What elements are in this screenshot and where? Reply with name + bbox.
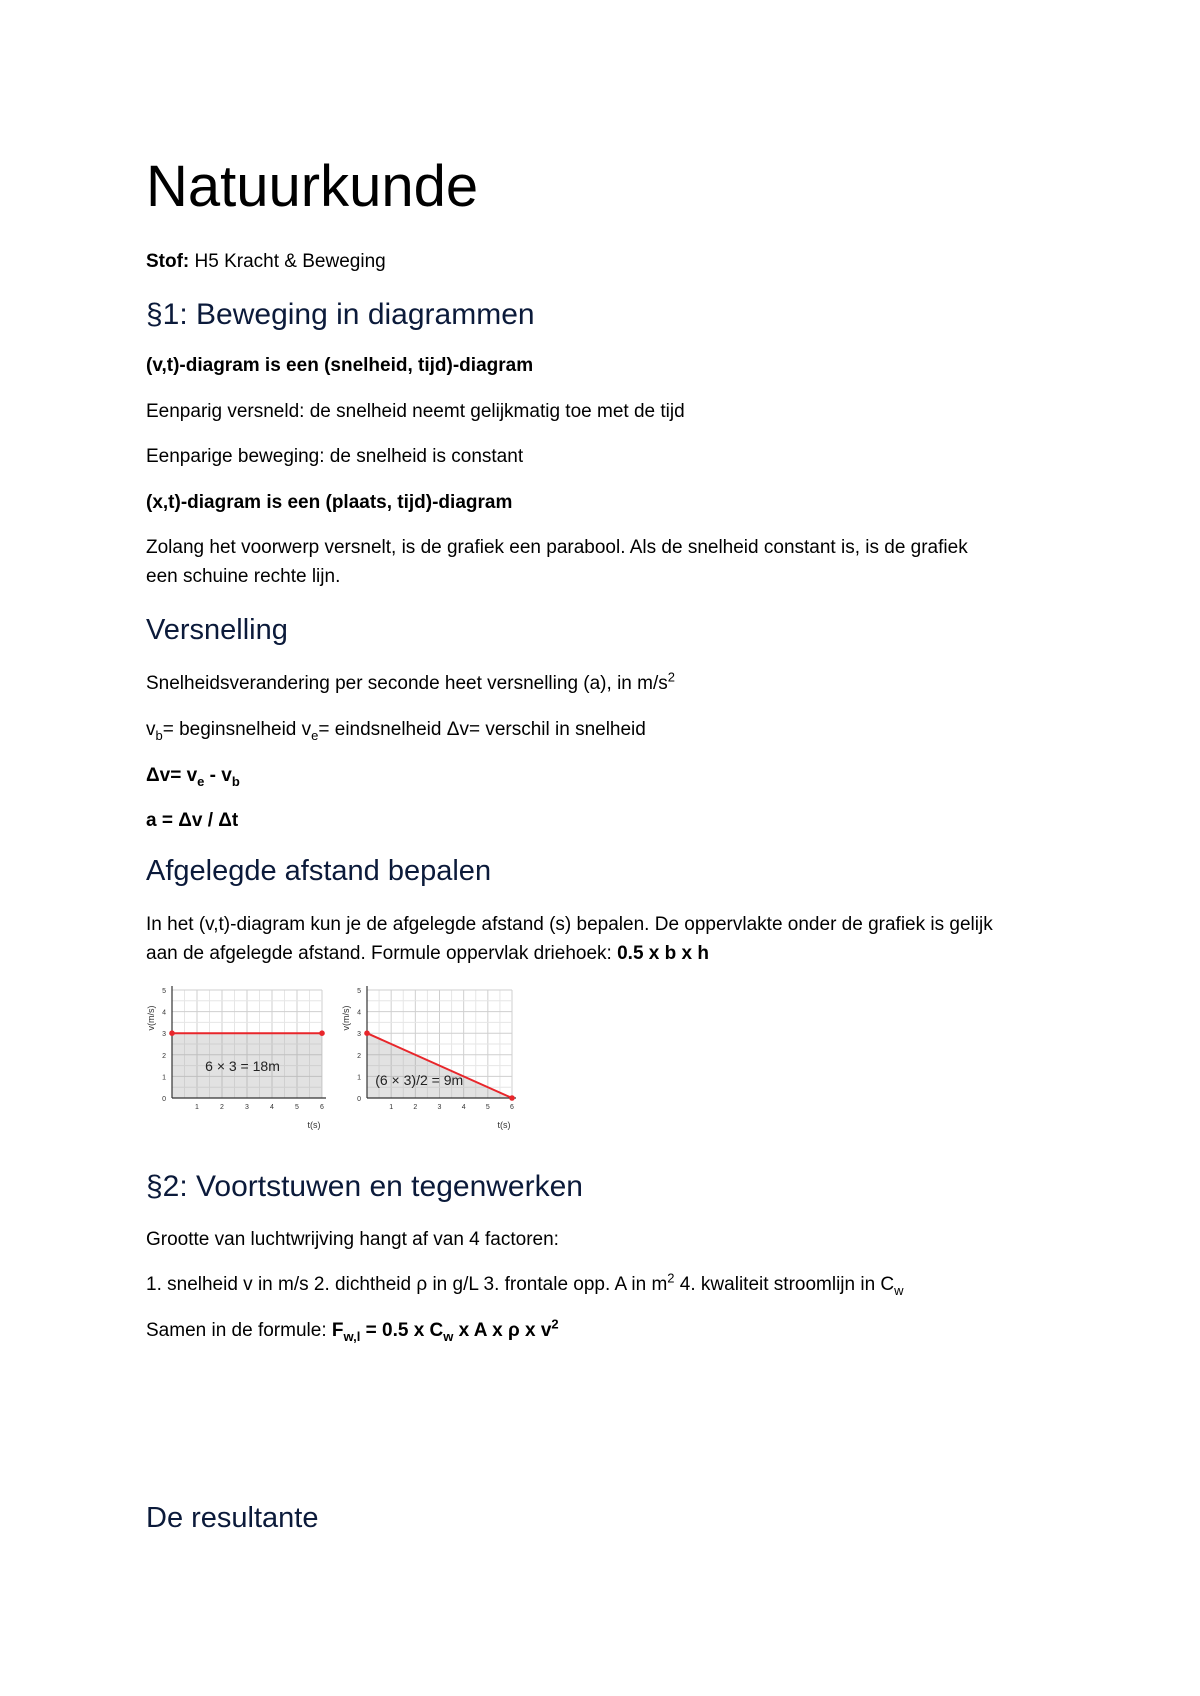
x-tick-label: 2 (220, 1104, 224, 1111)
ve-symbol: v (301, 719, 312, 740)
variables-line (146, 716, 646, 744)
drag-f-symbol: F (331, 1320, 344, 1341)
vb-subscript: b (155, 727, 163, 743)
triangle-area-formula: 0.5 x b x h (617, 943, 709, 964)
delta-v-formula (146, 762, 240, 790)
x-tick-label: 5 (295, 1104, 299, 1111)
factors-text-2: 4. kwaliteit stroomlijn in C (674, 1274, 895, 1295)
y-tick-label: 0 (357, 1096, 361, 1103)
y-tick-label: 3 (357, 1031, 361, 1039)
y-tick-label: 2 (162, 1052, 166, 1060)
y-tick-label: 5 (162, 988, 166, 995)
y-tick-label: 4 (162, 1009, 166, 1017)
factors-line (146, 1271, 904, 1299)
drag-c-subscript: w (443, 1328, 454, 1344)
vt-chart-decreasing (340, 980, 520, 1140)
drag-formula-superscript: 2 (551, 1316, 559, 1332)
section1-heading: §1: Beweging in diagrammen (146, 298, 535, 331)
afstand-heading: Afgelegde afstand bepalen (146, 855, 492, 887)
versnelling-heading: Versnelling (146, 614, 288, 646)
delta-v-mid: - v (204, 765, 232, 786)
delta-v-sub-b: b (231, 773, 240, 789)
x-axis-label: t(s) (307, 1120, 321, 1130)
y-tick-label: 0 (162, 1096, 166, 1103)
x-tick-label: 4 (461, 1104, 466, 1111)
eenparige-beweging-line: Eenparige beweging: de snelheid is constant (146, 446, 524, 467)
y-tick-label: 1 (162, 1074, 166, 1082)
subject-label: Stof: (146, 251, 190, 272)
subject-line (146, 250, 386, 274)
y-axis-label: v(m/s) (341, 1005, 351, 1031)
drag-f-subscript: w,l (343, 1328, 361, 1344)
x-tick-label: 3 (245, 1104, 249, 1111)
resultante-heading: De resultante (146, 1502, 319, 1534)
drag-formula-intro: Samen in de formule: (146, 1320, 332, 1341)
factors-text-1: 1. snelheid v in m/s 2. dichtheid ρ in g/L 3. frontale opp. A in m (146, 1274, 668, 1295)
acceleration-formula: a = Δv / Δt (146, 810, 239, 831)
parabola-paragraph-line1: Zolang het voorwerp versnelt, is de grafiek een parabool. Als de snelheid constant is, is de grafiek (146, 537, 968, 558)
x-tick-label: 1 (195, 1104, 199, 1111)
delta-v-left: Δv= v (146, 765, 198, 786)
area-annotation: 6 × 3 = 18m (205, 1058, 280, 1074)
versnelling-definition-text: Snelheidsverandering per seconde heet versnelling (a), in m/s (146, 673, 668, 694)
eenparig-versneld-line: Eenparig versneld: de snelheid neemt gelijkmatig toe met de tijd (146, 401, 685, 422)
x-tick-label: 3 (437, 1104, 442, 1111)
vt-chart-constant (140, 980, 335, 1140)
y-tick-label: 1 (357, 1074, 361, 1082)
y-axis-label: v(m/s) (146, 1005, 156, 1031)
y-tick-label: 5 (357, 988, 361, 995)
drag-formula (331, 1316, 559, 1344)
y-tick-label: 4 (357, 1009, 361, 1017)
factors-subscript: w (894, 1282, 904, 1298)
versnelling-definition (146, 670, 675, 698)
x-axis-label: t(s) (497, 1120, 511, 1130)
unit-superscript: 2 (667, 669, 675, 685)
ve-subscript: e (311, 727, 319, 743)
delta-v-sub-e: e (197, 773, 205, 789)
afstand-paragraph-line2 (146, 940, 709, 968)
parabola-paragraph-line2: een schuine rechte lijn. (146, 566, 341, 587)
vb-description: = beginsnelheid (162, 719, 302, 740)
afstand-paragraph-line1: In het (v,t)-diagram kun je de afgelegde afstand (s) bepalen. De oppervlakte onder de grafiek is gelijk (146, 914, 993, 935)
factors-superscript: 2 (667, 1270, 675, 1286)
data-point (169, 1030, 175, 1036)
afstand-paragraph-text: aan de afgelegde afstand. Formule oppervlak driehoek: (146, 943, 618, 964)
subject-value: H5 Kracht & Beweging (189, 251, 386, 272)
luchtwrijving-intro: Grootte van luchtwrijving hangt af van 4 factoren: (146, 1229, 559, 1250)
dv-description: Δv= verschil in snelheid (446, 719, 646, 740)
x-tick-label: 1 (389, 1104, 394, 1111)
data-point (319, 1030, 325, 1036)
vb-symbol: v (146, 719, 156, 740)
x-tick-label: 6 (320, 1104, 324, 1111)
document-title: Natuurkunde (146, 154, 479, 219)
drag-formula-rest: x A x ρ x v (453, 1320, 552, 1341)
data-point (509, 1095, 515, 1101)
data-point (364, 1030, 370, 1036)
x-tick-label: 5 (485, 1104, 490, 1111)
drag-formula-middle: = 0.5 x C (360, 1320, 444, 1341)
ve-description: = eindsnelheid (318, 719, 447, 740)
vt-diagram-definition: (v,t)-diagram is een (snelheid, tijd)-diagram (146, 355, 534, 376)
section2-heading: §2: Voortstuwen en tegenwerken (146, 1170, 583, 1203)
xt-diagram-definition: (x,t)-diagram is een (plaats, tijd)-diagram (146, 492, 513, 513)
x-tick-label: 2 (413, 1104, 418, 1111)
x-tick-label: 6 (510, 1104, 514, 1111)
y-tick-label: 3 (162, 1031, 166, 1039)
drag-formula-line (146, 1317, 559, 1345)
area-annotation: (6 × 3)/2 = 9m (375, 1072, 464, 1089)
x-tick-label: 4 (270, 1104, 274, 1111)
y-tick-label: 2 (357, 1052, 361, 1060)
